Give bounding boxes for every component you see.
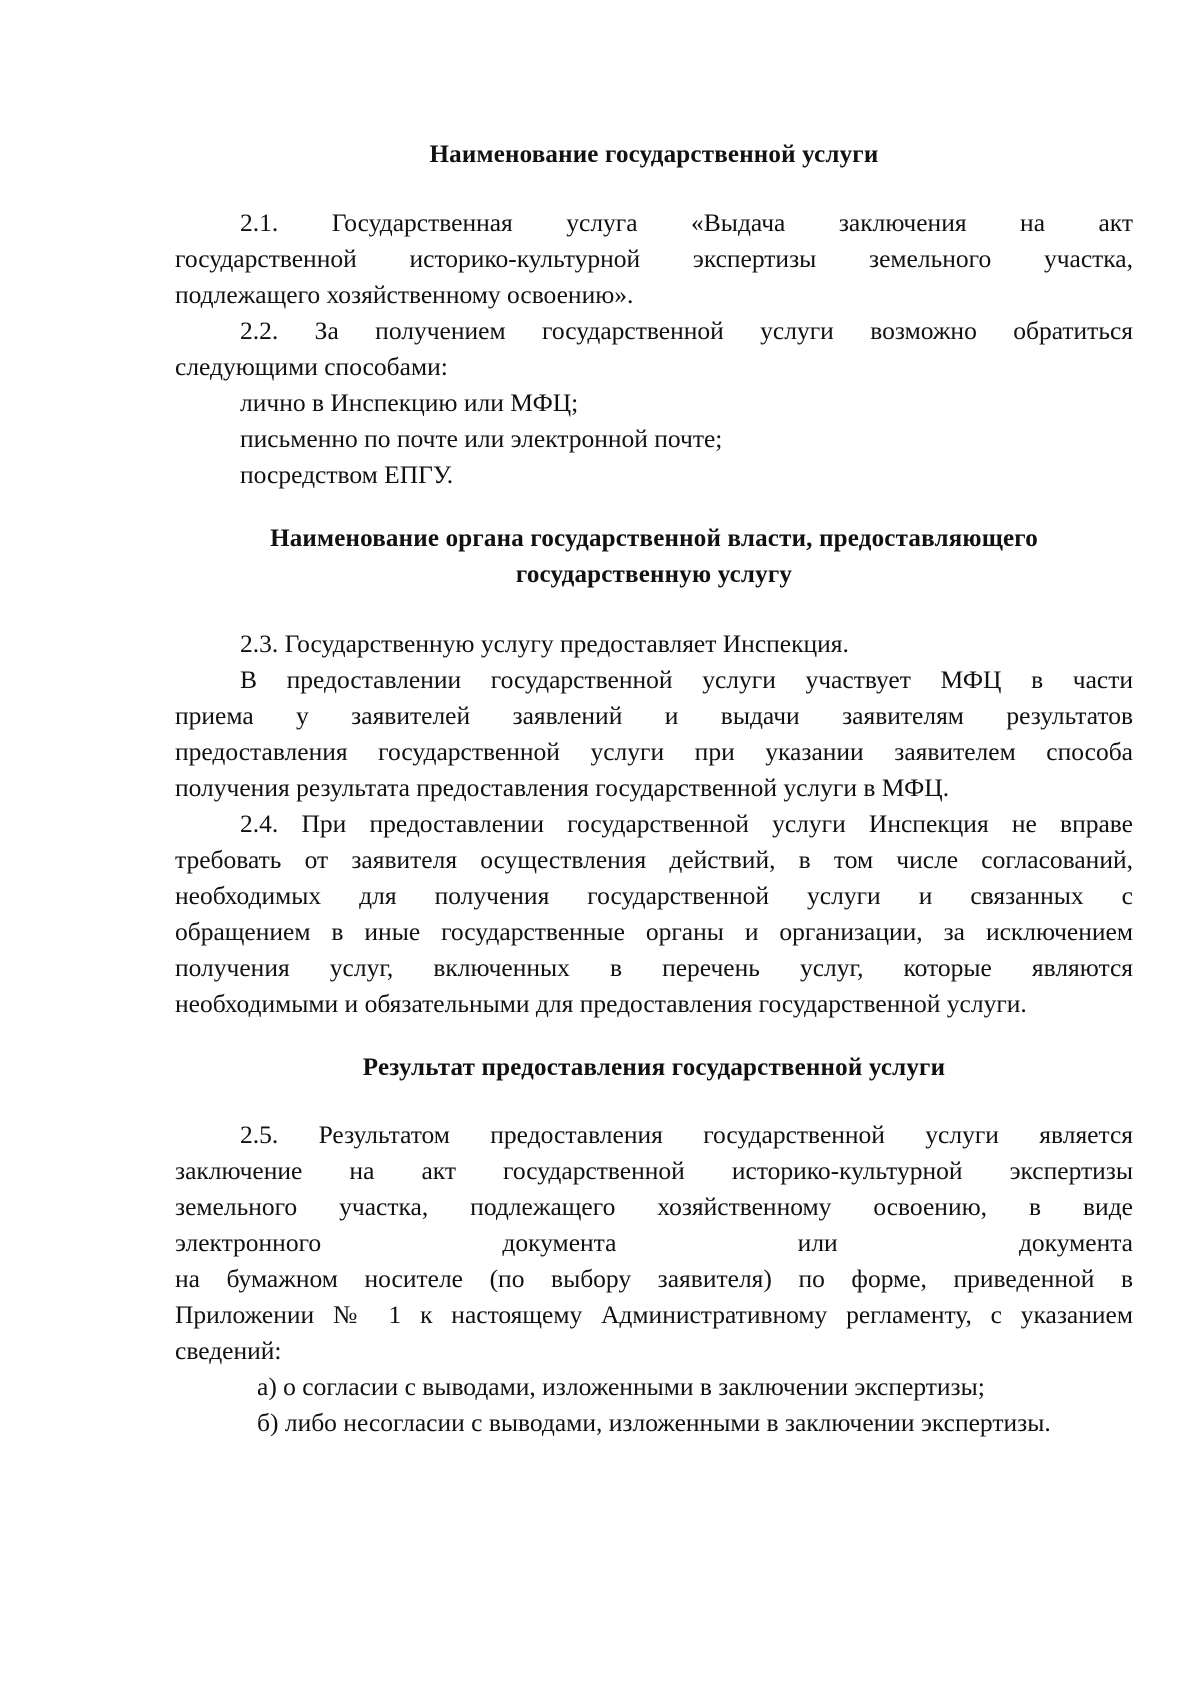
paragraph-mfc-line: предоставления государственной услуги при указании заявителем способа bbox=[175, 737, 1133, 766]
list-item-option-b: б) либо несогласии с выводами, изложенными в заключении экспертизы. bbox=[257, 1408, 1051, 1437]
paragraph-2-5-line: земельного участка, подлежащего хозяйственному освоению, в виде bbox=[175, 1192, 1133, 1221]
paragraph-2-4-line: получения услуг, включенных в перечень услуг, которые являются bbox=[175, 953, 1133, 982]
paragraph-mfc-line: В предоставлении государственной услуги участвует МФЦ в части bbox=[240, 665, 1133, 694]
paragraph-2-4-line: 2.4. При предоставлении государственной услуги Инспекция не вправе bbox=[240, 809, 1133, 838]
list-item-way: лично в Инспекцию или МФЦ; bbox=[240, 388, 579, 417]
paragraph-2-4-line: требовать от заявителя осуществления действий, в том числе согласований, bbox=[175, 845, 1133, 874]
list-item-option-a: а) о согласии с выводами, изложенными в заключении экспертизы; bbox=[257, 1372, 985, 1401]
paragraph-2-5-line: электронного документа или документа bbox=[175, 1228, 1133, 1257]
paragraph-2-1-line: государственной историко-культурной экспертизы земельного участка, bbox=[175, 244, 1133, 273]
paragraph-2-4-line: обращением в иные государственные органы и организации, за исключением bbox=[175, 917, 1133, 946]
document-page bbox=[175, 0, 1133, 1695]
paragraph-mfc-line: приема у заявителей заявлений и выдачи заявителям результатов bbox=[175, 701, 1133, 730]
paragraph-2-5-line: Приложении № 1 к настоящему Административному регламенту, с указанием bbox=[175, 1300, 1133, 1329]
paragraph-mfc-line: получения результата предоставления государственной услуги в МФЦ. bbox=[175, 773, 950, 802]
paragraph-2-4-line: необходимых для получения государственной услуги и связанных с bbox=[175, 881, 1133, 910]
list-item-way: письменно по почте или электронной почте; bbox=[240, 424, 723, 453]
paragraph-2-2-line: следующими способами: bbox=[175, 352, 448, 381]
paragraph-2-4-line: необходимыми и обязательными для предоставления государственной услуги. bbox=[175, 989, 1027, 1018]
section-heading-authority: государственную услугу bbox=[515, 561, 793, 588]
paragraph-2-5-line: на бумажном носителе (по выбору заявителя) по форме, приведенной в bbox=[175, 1264, 1133, 1293]
paragraph-2-1-line: 2.1. Государственная услуга «Выдача заключения на акт bbox=[240, 208, 1133, 237]
section-heading-authority: Наименование органа государственной власти, предоставляющего bbox=[270, 525, 1038, 552]
section-heading-result: Результат предоставления государственной услуги bbox=[362, 1054, 946, 1081]
list-item-way: посредством ЕПГУ. bbox=[240, 460, 454, 489]
paragraph-2-3: 2.3. Государственную услугу предоставляет Инспекция. bbox=[240, 629, 849, 658]
paragraph-2-5-line: заключение на акт государственной историко-культурной экспертизы bbox=[175, 1156, 1133, 1185]
section-heading-service-name: Наименование государственной услуги bbox=[429, 141, 879, 168]
paragraph-2-2-line: 2.2. За получением государственной услуги возможно обратиться bbox=[240, 316, 1133, 345]
paragraph-2-5-line: сведений: bbox=[175, 1336, 282, 1365]
paragraph-2-5-line: 2.5. Результатом предоставления государственной услуги является bbox=[240, 1120, 1133, 1149]
paragraph-2-1-line: подлежащего хозяйственному освоению». bbox=[175, 280, 634, 309]
